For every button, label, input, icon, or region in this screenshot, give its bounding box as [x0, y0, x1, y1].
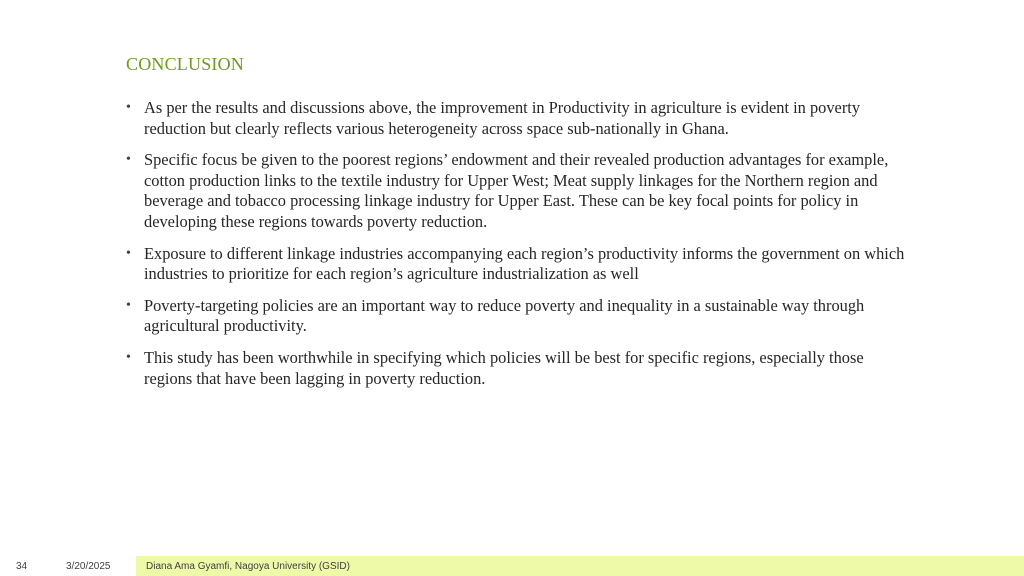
slide-footer — [0, 556, 1024, 576]
bullet-marker: • — [126, 152, 131, 168]
footer-date: 3/20/2025 — [66, 561, 111, 572]
footer-band — [136, 556, 1024, 576]
page-number: 34 — [16, 561, 28, 572]
bullet-text: Poverty-targeting policies are an important way to reduce poverty and inequality in a sustainable way through agricultural productivity. — [144, 295, 865, 336]
bullet-item — [126, 348, 906, 389]
bullet-marker: • — [126, 245, 131, 261]
footer-author: Diana Ama Gyamfi, Nagoya University (GSID) — [146, 561, 350, 572]
bullet-marker: • — [126, 349, 131, 365]
bullet-marker: • — [126, 297, 131, 313]
footer-left-area — [0, 556, 136, 576]
bullet-marker: • — [126, 100, 131, 115]
bullet-item — [126, 150, 906, 232]
bullet-text: This study has been worthwhile in specifying which policies will be best for specific regions, especially those regions that have been lagging in poverty reduction. — [144, 347, 864, 388]
bullet-item — [126, 98, 906, 139]
bullet-item — [126, 296, 906, 337]
bullet-item — [126, 244, 906, 285]
bullet-text: Exposure to different linkage industries accompanying each region’s productivity informs the government on which industries to prioritize for each region’s agriculture industrialization as well — [144, 243, 905, 284]
bullet-text: Specific focus be given to the poorest regions’ endowment and their revealed production advantages for example, cotton production links to the textile industry for Upper West; Meat supply linkages for the Northern region and beverage and tobacco processing linkage industry for Upper East. These can be key focal points for policy in developing these regions towards poverty reduction. — [144, 150, 889, 231]
bullet-text: As per the results and discussions above, the improvement in Productivity in agriculture is evident in poverty reduction but clearly reflects various heterogeneity across space sub-nationally in Ghana. — [144, 98, 861, 138]
bullet-list — [126, 98, 906, 400]
slide-title: CONCLUSION — [126, 54, 245, 74]
